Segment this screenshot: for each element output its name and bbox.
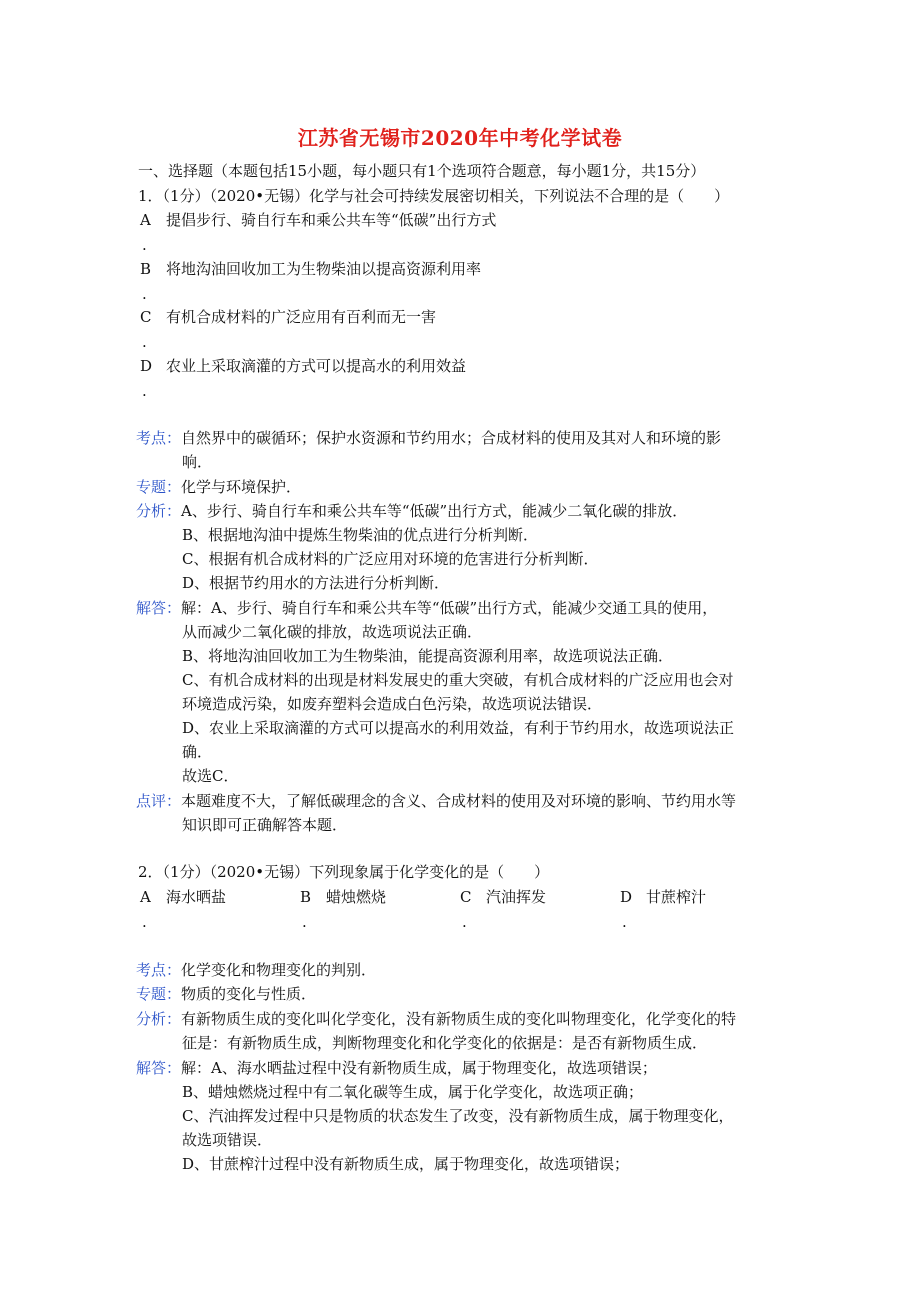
- option-letter: B: [140, 260, 152, 278]
- option-letter: B: [300, 888, 312, 906]
- kaodian-text: 化学变化和物理变化的判别．: [181, 961, 377, 979]
- jieda-text: 解：A、步行、骑自行车和乘公共车等“低碳”出行方式，能减少交通工具的使用，: [181, 599, 718, 617]
- option-text: 蜡烛燃烧: [326, 888, 387, 906]
- q2-fenxi-line: [182, 1034, 707, 1052]
- q1-jieda-line: 从而减少二氧化碳的排放，故选项说法正确．: [182, 623, 483, 641]
- q2-zhuanti: [136, 985, 316, 1003]
- q2-jieda-line: B、蜡烛燃烧过程中有二氧化碳等生成，属于化学变化，故选项正确；: [182, 1083, 644, 1101]
- q2-jieda-line: D、甘蔗榨汁过程中没有新物质生成，属于物理变化，故选项错误；: [182, 1155, 630, 1173]
- jieda-label: 解答：: [136, 599, 182, 617]
- option-text: 汽油挥发: [486, 888, 547, 906]
- q2-kaodian: [136, 961, 376, 979]
- option-text: 农业上采取滴灌的方式可以提高水的利用效益: [166, 357, 467, 375]
- kaodian-label: 考点：: [136, 961, 182, 979]
- q2-stem: 2．（1分）（2020•无锡）下列现象属于化学变化的是（ ）: [138, 863, 550, 881]
- q1-option-d: [140, 357, 466, 375]
- fenxi-label: 分析：: [136, 502, 182, 520]
- q1-kaodian-cont: 响．: [182, 453, 213, 471]
- q1-kaodian: [136, 429, 721, 447]
- option-dot: .: [142, 236, 147, 254]
- zhuanti-text: 化学与环境保护．: [181, 478, 302, 496]
- option-dot: .: [142, 913, 147, 931]
- section-heading: 一、选择题（本题包括15小题，每小题只有1个选项符合题意，每小题1分，共15分）: [138, 162, 706, 180]
- option-dot: .: [142, 382, 147, 400]
- zhuanti-text: 物质的变化与性质．: [181, 985, 317, 1003]
- fenxi-text: A、步行、骑自行车和乘公共车等“低碳”出行方式，能减少二氧化碳的排放．: [181, 502, 688, 520]
- zhuanti-label: 专题：: [136, 478, 182, 496]
- q1-fenxi: [136, 502, 687, 520]
- q1-fenxi-line: B、根据地沟油中提炼生物柴油的优点进行分析判断．: [182, 526, 539, 544]
- q1-option-a: [140, 211, 496, 229]
- jieda-text: 解：A、海水晒盐过程中没有新物质生成，属于物理变化，故选项错误；: [181, 1059, 657, 1077]
- q1-jieda-line: C、有机合成材料的出现是材料发展史的重大突破，有机合成材料的广泛应用也会对: [182, 671, 734, 689]
- q1-jieda-line: D、农业上采取滴灌的方式可以提高水的利用效益，有利于节约用水，故选项说法正: [182, 719, 735, 737]
- q2-option-b: [300, 888, 386, 906]
- kaodian-label: 考点：: [136, 429, 182, 447]
- q2-option-c: [460, 888, 546, 906]
- option-dot: .: [622, 913, 627, 931]
- page-title: 江苏省无锡市2020年中考化学试卷: [297, 126, 623, 150]
- q2-jieda-line: C、汽油挥发过程中只是物质的状态发生了改变，没有新物质生成，属于物理变化，: [182, 1107, 734, 1125]
- fenxi-text: 有新物质生成的变化叫化学变化，没有新物质生成的变化叫物理变化，化学变化的特: [181, 1010, 737, 1028]
- q1-fenxi-line: D、根据节约用水的方法进行分析判断．: [182, 574, 450, 592]
- q1-jieda-line: 环境造成污染，如废弃塑料会造成白色污染，故选项说法错误．: [182, 695, 603, 713]
- end-dot: ．: [692, 1034, 708, 1052]
- q2-option-a: [140, 888, 226, 906]
- dianping-text: 本题难度不大，了解低碳理念的含义、合成材料的使用及对环境的影响、节约用水等: [181, 792, 737, 810]
- q1-fenxi-line: C、根据有机合成材料的广泛应用对环境的危害进行分析判断．: [182, 550, 599, 568]
- q1-option-c: [140, 308, 436, 326]
- q1-option-b: [140, 260, 481, 278]
- option-text: 甘蔗榨汁: [646, 888, 707, 906]
- q1-stem: 1．（1分）（2020•无锡）化学与社会可持续发展密切相关，下列说法不合理的是（ ）: [138, 187, 730, 205]
- q1-jieda-line: B、将地沟油回收加工为生物柴油，能提高资源利用率，故选项说法正确．: [182, 647, 674, 665]
- option-dot: .: [462, 913, 467, 931]
- q2-fenxi: [136, 1010, 736, 1028]
- option-letter: C: [460, 888, 472, 906]
- option-dot: .: [142, 333, 147, 351]
- q1-zhuanti: [136, 478, 301, 496]
- q2-jieda: [136, 1059, 657, 1077]
- q1-dianping-cont: 知识即可正确解答本题．: [182, 816, 348, 834]
- option-dot: .: [142, 285, 147, 303]
- option-letter: C: [140, 308, 152, 326]
- kaodian-text: 自然界中的碳循环；保护水资源和节约用水；合成材料的使用及其对人和环境的影: [181, 429, 722, 447]
- option-letter: D: [620, 888, 633, 906]
- q1-jieda: [136, 599, 717, 617]
- dianping-label: 点评：: [136, 792, 182, 810]
- option-dot: .: [302, 913, 307, 931]
- q2-jieda-line: 故选项错误．: [182, 1131, 273, 1149]
- q1-jieda-line: 故选C．: [182, 767, 239, 785]
- q1-jieda-line: 确．: [182, 743, 213, 761]
- jieda-label: 解答：: [136, 1059, 182, 1077]
- option-text: 海水晒盐: [166, 888, 227, 906]
- q2-option-d: [620, 888, 706, 906]
- q1-dianping: [136, 792, 736, 810]
- option-text: 提倡步行、骑自行车和乘公共车等“低碳”出行方式: [166, 211, 497, 229]
- option-text: 有机合成材料的广泛应用有百利而无一害: [166, 308, 437, 326]
- option-text: 将地沟油回收加工为生物柴油以提高资源利用率: [166, 260, 482, 278]
- fenxi-text: 征是：有新物质生成，判断物理变化和化学变化的依据是：是否有新物质生成: [182, 1034, 693, 1052]
- option-letter: D: [140, 357, 153, 375]
- fenxi-label: 分析：: [136, 1010, 182, 1028]
- zhuanti-label: 专题：: [136, 985, 182, 1003]
- option-letter: A: [140, 888, 151, 906]
- option-letter: A: [140, 211, 151, 229]
